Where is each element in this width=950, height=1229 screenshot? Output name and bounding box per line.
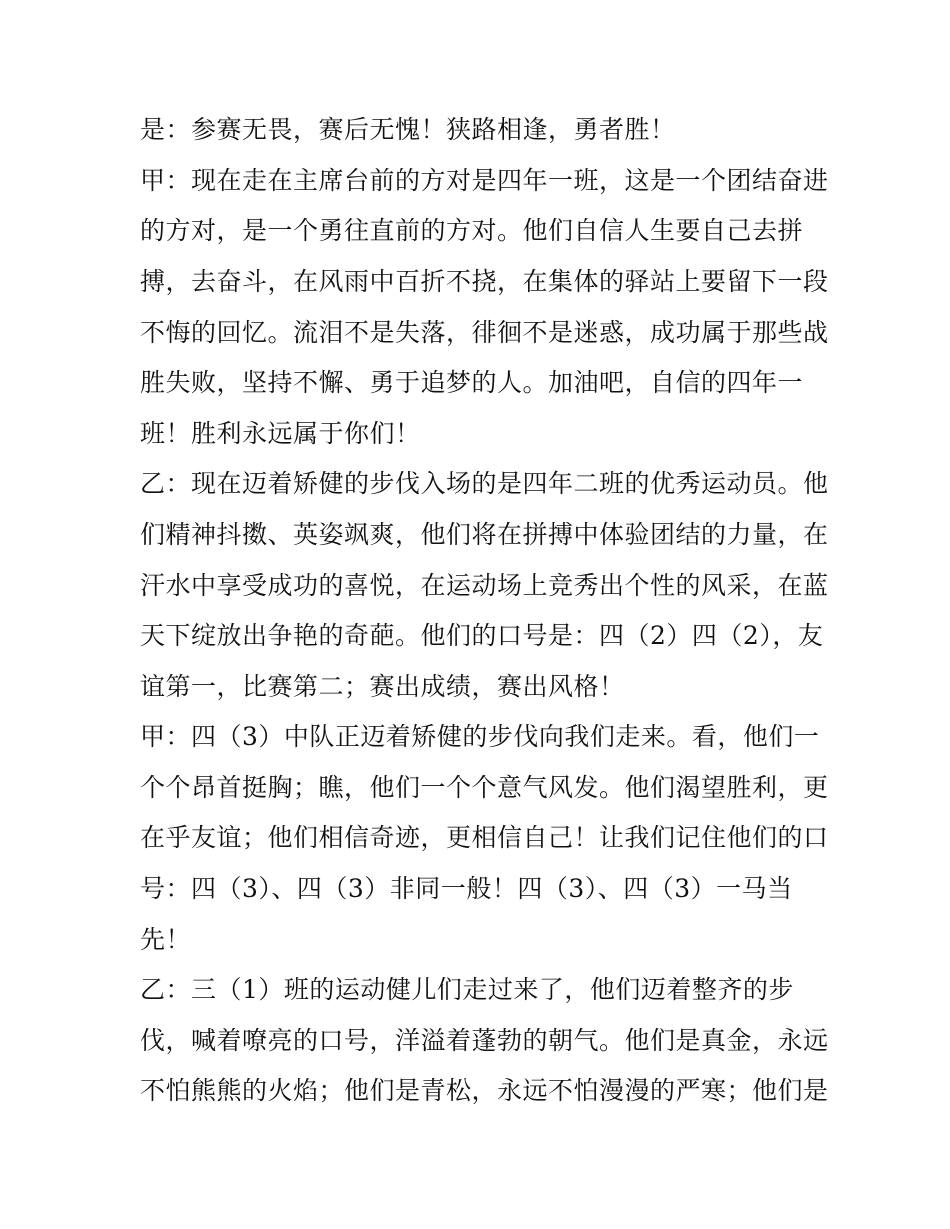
text-line: 甲：现在走在主席台前的方对是四年一班，这是一个团结奋进 <box>140 166 829 195</box>
text-line: 先！ <box>140 925 192 954</box>
text-line: 乙：三（1）班的运动健儿们走过来了，他们迈着整齐的步 <box>140 975 794 1004</box>
text-line: 班！胜利永远属于你们！ <box>140 419 421 448</box>
text-line: 汗水中享受成功的喜悦，在运动场上竞秀出个性的风采，在蓝 <box>140 571 829 600</box>
text-line: 不悔的回忆。流泪不是失落，徘徊不是迷惑，成功属于那些战 <box>140 318 829 347</box>
text-line: 们精神抖擞、英姿飒爽，他们将在拼搏中体验团结的力量，在 <box>140 520 829 549</box>
text-line: 甲：四（3）中队正迈着矫健的步伐向我们走来。看，他们一 <box>140 722 820 751</box>
text-line: 伐，喊着嘹亮的口号，洋溢着蓬勃的朝气。他们是真金，永远 <box>140 1026 829 1055</box>
text-line: 乙：现在迈着矫健的步伐入场的是四年二班的优秀运动员。他 <box>140 469 829 498</box>
text-line: 在乎友谊；他们相信奇迹，更相信自己！让我们记住他们的口 <box>140 823 829 852</box>
text-line: 不怕熊熊的火焰；他们是青松，永远不怕漫漫的严寒；他们是 <box>140 1076 829 1105</box>
text-line: 是：参赛无畏，赛后无愧！狭路相逢，勇者胜！ <box>140 115 676 144</box>
text-line: 谊第一，比赛第二；赛出成绩，赛出风格！ <box>140 672 625 701</box>
text-line: 个个昂首挺胸；瞧，他们一个个意气风发。他们渴望胜利，更 <box>140 773 829 802</box>
text-line: 天下绽放出争艳的奇葩。他们的口号是：四（2）四（2），友 <box>140 621 824 650</box>
text-line: 的方对，是一个勇往直前的方对。他们自信人生要自己去拼 <box>140 216 804 245</box>
text-line: 号：四（3）、四（3）非同一般！四（3）、四（3）一马当 <box>140 874 793 903</box>
text-line: 搏，去奋斗，在风雨中百折不挠，在集体的驿站上要留下一段 <box>140 267 829 296</box>
text-line: 胜失败，坚持不懈、勇于追梦的人。加油吧，自信的四年一 <box>140 368 804 397</box>
